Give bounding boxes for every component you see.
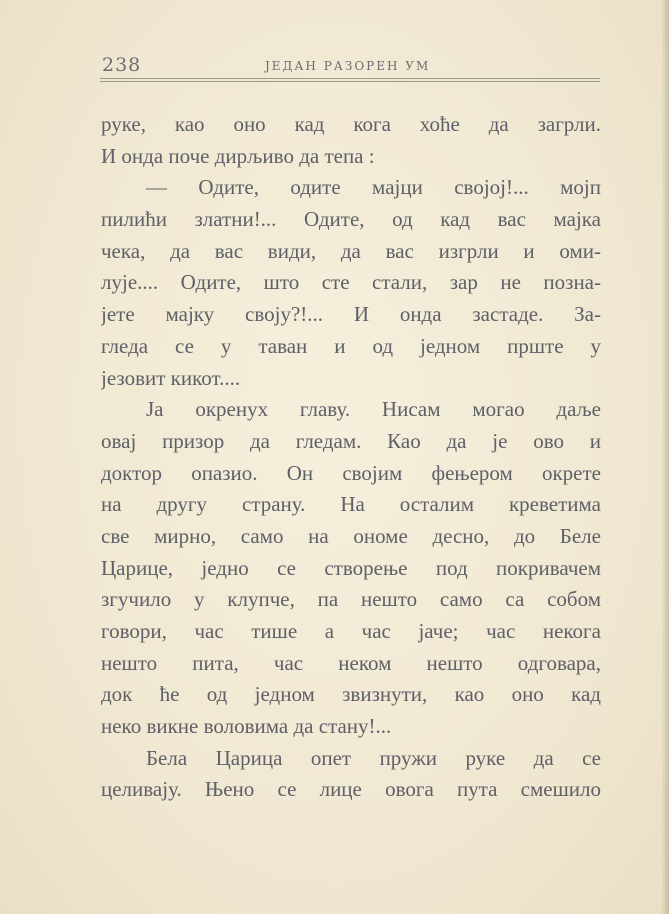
text-line: све мирно, само на ономе десно, до Беле <box>101 523 601 548</box>
text-line: целивају. Њено се лице овога пута смешило <box>101 777 601 802</box>
text-line: Бела Царица опет пружи руке да се <box>146 745 601 770</box>
text-line: чека, да вас види, да вас изгрли и оми- <box>101 238 601 263</box>
text-line: јете мајку своју?!... И онда застаде. За- <box>101 302 601 327</box>
text-line: лује.... Одите, што сте стали, зар не позна- <box>101 270 601 295</box>
page-edge-shadow <box>661 0 669 914</box>
text-line: руке, као оно кад кога хоће да загрли. <box>101 112 601 136</box>
text-line: на другу страну. На осталим креветима <box>101 492 601 517</box>
header-rule-bottom <box>100 81 600 82</box>
text-line: пилићи златни!... Одите, од кад вас мајка <box>101 207 601 232</box>
text-line: језовит кикот.... <box>101 365 241 390</box>
text-line: нешто пита, час неком нешто одговара, <box>101 650 601 675</box>
text-line: И онда поче дирљиво да тепа : <box>101 143 375 168</box>
text-line: Ја окренух главу. Нисам могао даље <box>146 397 601 422</box>
text-line: згучило у клупче, па нешто само са собом <box>101 587 601 612</box>
text-line: неко викне воловима да стану!... <box>101 714 392 739</box>
text-line: Царице, једно се створење под покривачем <box>101 555 601 580</box>
header-rule-top <box>100 78 600 79</box>
text-line: овај призор да гледам. Као да је ово и <box>101 428 601 453</box>
text-line: гледа се у таван и од једном прште у <box>101 333 601 358</box>
text-line: доктор опазио. Он својим фењером окрете <box>101 460 601 485</box>
text-line: говори, час тише а час јаче; час некога <box>101 619 601 643</box>
running-head <box>100 54 598 80</box>
text-line: док ће од једном звизнути, као оно кад <box>101 682 601 707</box>
text-line: — Одите, одите мајци својој!... мојп <box>146 175 601 200</box>
page-number: 238 <box>102 54 142 76</box>
running-title: ЈЕДАН РАЗОРЕН УМ <box>265 59 431 73</box>
body-text <box>101 109 601 806</box>
